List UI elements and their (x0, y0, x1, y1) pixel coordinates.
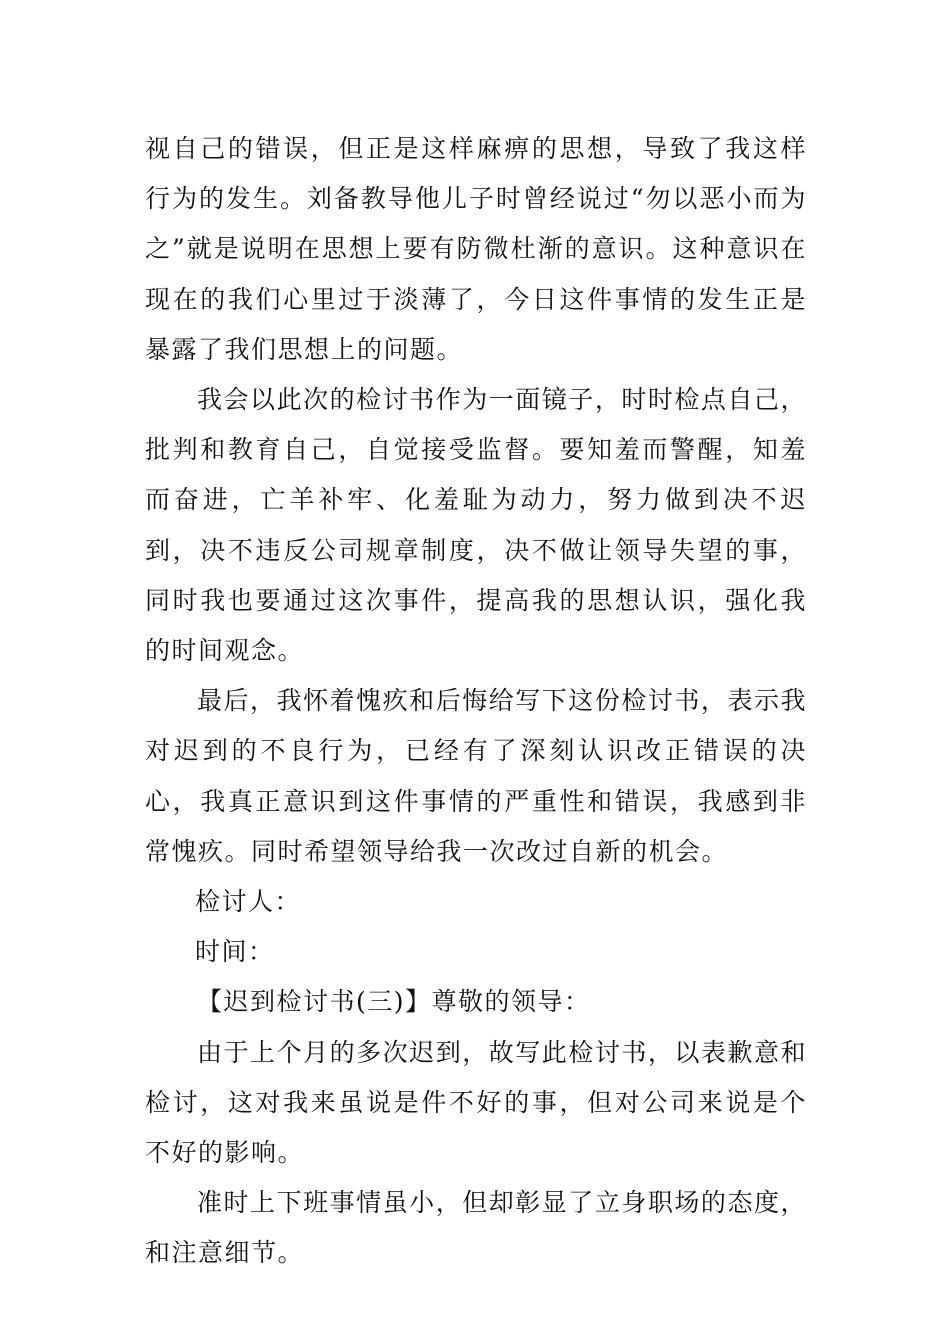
paragraph-closing-apology: 最后，我怀着愧疚和后悔给写下这份检讨书，表示我对迟到的不良行为，已经有了深刻认识改正错误的决心，我真正意识到这件事情的严重性和错误，我感到非常愧疚。同时希望领导给我一次改过自新的机会。 (145, 686, 807, 866)
paragraph-late-reason: 由于上个月的多次迟到，故写此检讨书，以表歉意和检讨，这对我来虽说是件不好的事，但对公司来说是个不好的影响。 (145, 1037, 807, 1168)
paragraph-continuation: 视自己的错误，但正是这样麻痹的思想，导致了我这样行为的发生。刘备教导他儿子时曾经说过“勿以恶小而为之”就是说明在思想上要有防微杜渐的意识。这种意识在现在的我们心里过于淡薄了，今日这件事情的发生正是暴露了我们思想上的问题。 (145, 134, 807, 364)
signature-line: 检讨人： (195, 887, 302, 917)
date-line: 时间： (195, 937, 275, 967)
paragraph-punctuality: 准时上下班事情虽小，但却彰显了立身职场的态度，和注意细节。 (145, 1188, 807, 1268)
section-heading: 【迟到检讨书(三)】尊敬的领导： (197, 987, 591, 1017)
document-page (145, 124, 807, 1279)
paragraph-mirror-commitment: 我会以此次的检讨书作为一面镜子，时时检点自己，批判和教育自己，自觉接受监督。要知羞而警醒，知羞而奋进，亡羊补牢、化羞耻为动力，努力做到决不迟到，决不违反公司规章制度，决不做让领导失望的事，同时我也要通过这次事件，提高我的思想认识，强化我的时间观念。 (145, 385, 807, 666)
